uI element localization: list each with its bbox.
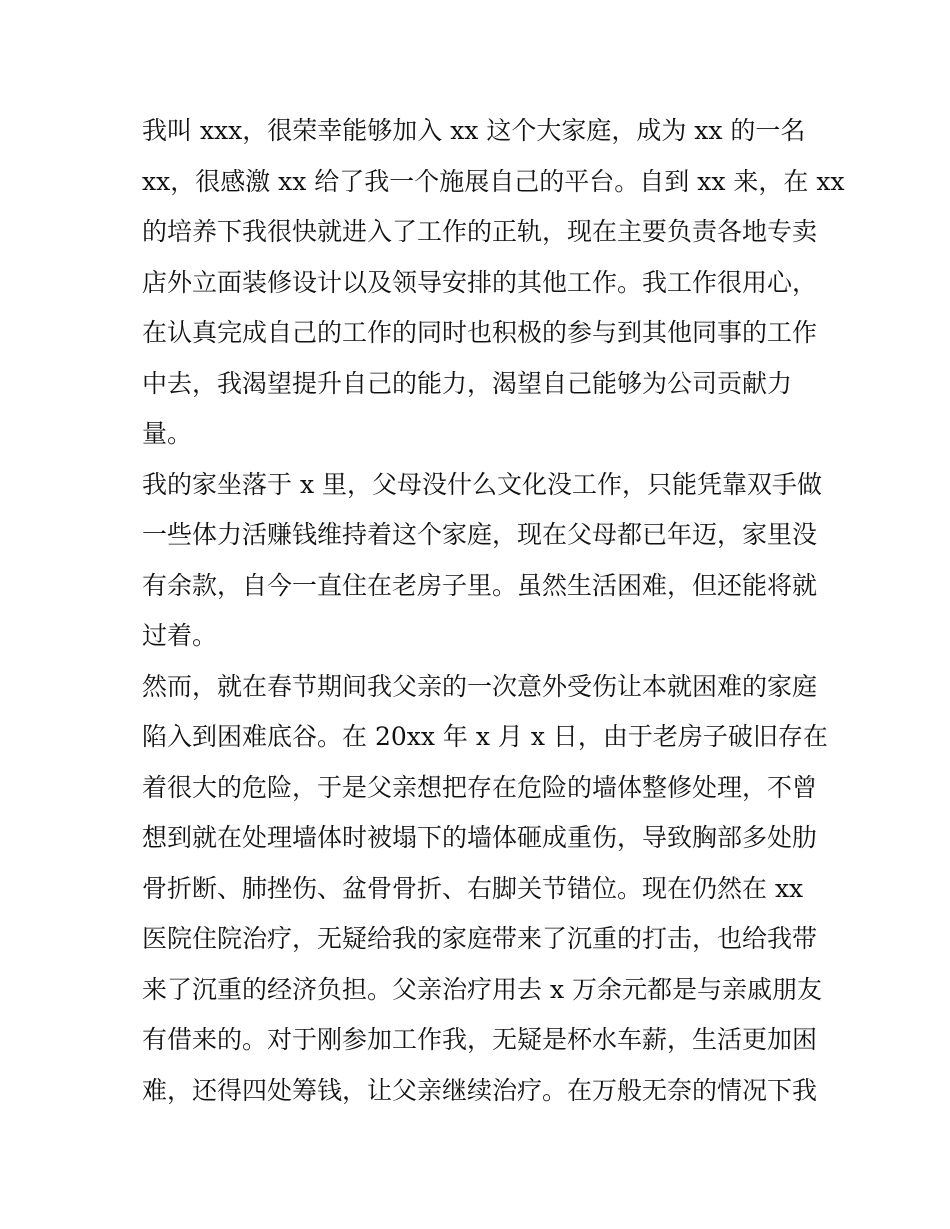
text-line: 来了沉重的经济负担。父亲治疗用去 x 万余元都是与亲戚朋友 [142, 974, 822, 1004]
text-line: 的培养下我很快就进入了工作的正轨，现在主要负责各地专卖 [142, 217, 818, 246]
text-line: 中去，我渴望提升自己的能力，渴望自己能够为公司贡献力 [142, 368, 793, 398]
text-line: xx，很感激 xx 给了我一个施展自己的平台。自到 xx 来，在 xx [142, 166, 845, 196]
text-line: 过着。 [142, 621, 218, 650]
text-line: 量。 [142, 419, 193, 448]
text-line: 我叫 xxx，很荣幸能够加入 xx 这个大家庭，成为 xx 的一名 [142, 116, 806, 145]
text-line: 一些体力活赚钱维持着这个家庭，现在父母都已年迈，家里没 [142, 520, 818, 549]
letter-body [142, 106, 845, 1116]
text-line: 有借来的。对于刚参加工作我，无疑是杯水车薪，生活更加困 [142, 1025, 818, 1054]
text-line: 着很大的危险，于是父亲想把存在危险的墙体整修处理，不曾 [142, 772, 818, 802]
text-line: 想到就在处理墙体时被塌下的墙体砸成重伤，导致胸部多处肋 [142, 823, 818, 852]
text-line: 难，还得四处筹钱，让父亲继续治疗。在万般无奈的情况下我 [142, 1075, 818, 1105]
text-line: 店外立面装修设计以及领导安排的其他工作。我工作很用心， [142, 267, 818, 297]
text-line: 陷入到困难底谷。在 20xx 年 x 月 x 日，由于老房子破旧存在 [142, 722, 828, 751]
text-line: 在认真完成自己的工作的同时也积极的参与到其他同事的工作 [142, 318, 818, 347]
text-line: 骨折断、肺挫伤、盆骨骨折、右脚关节错位。现在仍然在 xx [142, 873, 804, 903]
text-line: 有余款，自今一直住在老房子里。虽然生活困难，但还能将就 [142, 570, 818, 600]
text-line: 然而，就在春节期间我父亲的一次意外受伤让本就困难的家庭 [142, 671, 818, 701]
text-line: 我的家坐落于 x 里，父母没什么文化没工作，只能凭靠双手做 [142, 469, 822, 499]
text-line: 医院住院治疗，无疑给我的家庭带来了沉重的打击，也给我带 [142, 924, 818, 953]
